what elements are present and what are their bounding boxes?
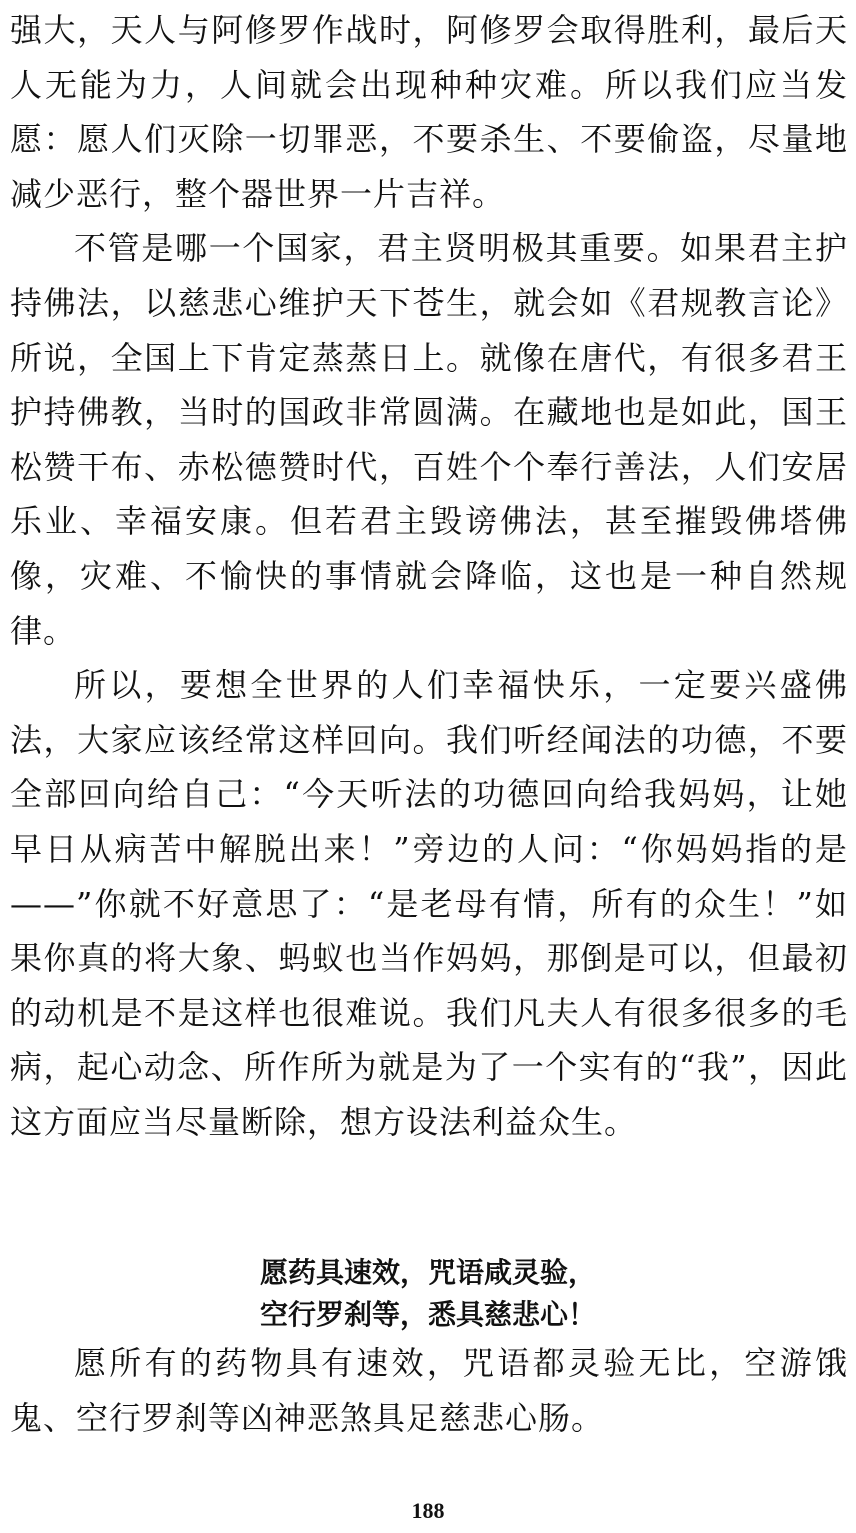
page-number: 188 [411,1498,445,1523]
verse-block [0,1252,856,1336]
main-text [10,3,848,1149]
paragraph: 所以，要想全世界的人们幸福快乐，一定要兴盛佛法，大家应该经常这样回向。我们听经闻法的功德，不要全部回向给自己：“今天听法的功德回向给我妈妈，让她早日从病苦中解脱出来！”旁边的人问：“你妈妈指的是——”你就不好意思了：“是老母有情，所有的众生！”如果你真的将大象、蚂蚁也当作妈妈，那倒是可以，但最初的动机是不是这样也很难说。我们凡夫人有很多很多的毛病，起心动念、所作所为就是为了一个实有的“我”，因此这方面应当尽量断除，想方设法利益众生。 [10,666,848,1141]
paragraph-continuation: 强大，天人与阿修罗作战时，阿修罗会取得胜利，最后天人无能为力，人间就会出现种种灾难。所以我们应当发愿：愿人们灭除一切罪恶，不要杀生、不要偷盗，尽量地减少恶行，整个器世界一片吉祥。 [10,11,848,213]
paragraph: 不管是哪一个国家，君主贤明极其重要。如果君主护持佛法，以慈悲心维护天下苍生，就会如《君规教言论》所说，全国上下肯定蒸蒸日上。就像在唐代，有很多君王护持佛教，当时的国政非常圆满。在藏地也是如此，国王松赞干布、赤松德赞时代，百姓个个奉行善法，人们安居乐业、幸福安康。但若君主毁谤佛法，甚至摧毁佛塔佛像，灾难、不愉快的事情就会降临，这也是一种自然规律。 [10,229,848,650]
verse-line: 愿药具速效，咒语咸灵验， [259,1256,596,1289]
verse-line: 空行罗刹等，悉具慈悲心！ [259,1298,596,1331]
verse-commentary [10,1336,848,1445]
paragraph: 愿所有的药物具有速效，咒语都灵验无比，空游饿鬼、空行罗刹等凶神恶煞具足慈悲心肠。 [10,1344,848,1437]
